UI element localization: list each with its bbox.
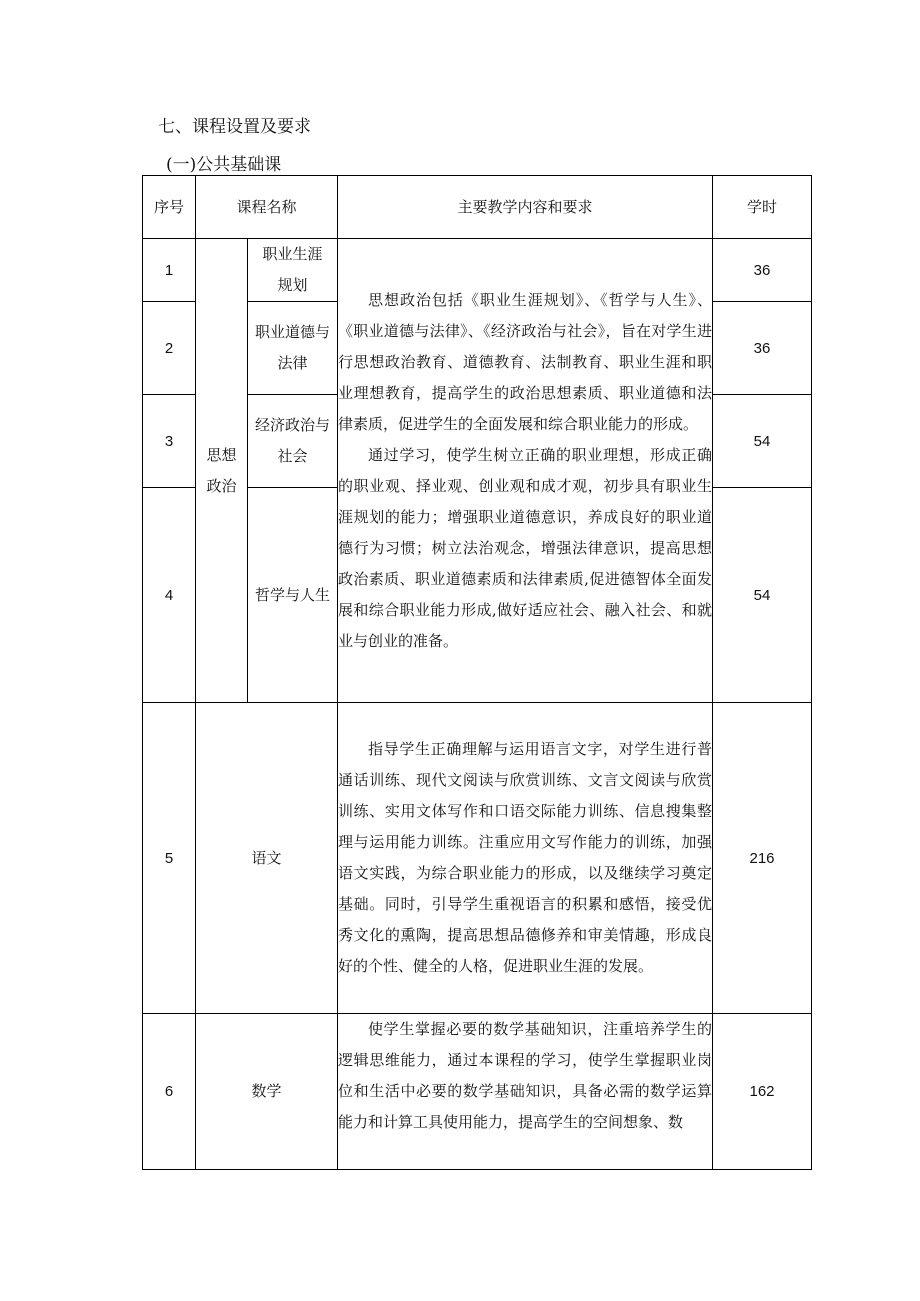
course-name: 语文	[196, 703, 338, 1014]
section-title: 七、课程设置及要求	[158, 117, 311, 137]
politics-content-paragraph: 通过学习，使学生树立正确的职业理想，形成正确的职业观、择业观、创业观和成才观，初步具有职业生涯规划的能力；增强职业道德意识，养成良好的职业道德行为习惯；树立法治观念，增强法律意识，提高思想政治素质、职业道德素质和法律素质,促进德智体全面发展和综合职业能力形成,做好适应社会、融入社会、和就业与创业的准备。	[338, 445, 713, 650]
politics-content-paragraph: 思想政治包括《职业生涯规划》、《哲学与人生》、《职业道德与法律》、《经济政治与社会》，旨在对学生进行思想政治教育、道德教育、法制教育、职业生涯和职业理想教育，提高学生的政治思想素质、职业道德和法律素质，促进学生的全面发展和综合职业能力的形成。	[338, 290, 713, 433]
header-seq: 序号	[143, 176, 196, 239]
course-name: 经济政治与 社会	[248, 395, 338, 488]
header-hours: 学时	[713, 176, 812, 239]
group-name-politics: 思想 政治	[196, 239, 248, 703]
row-seq: 5	[143, 703, 196, 1014]
course-hours: 54	[713, 488, 812, 703]
table-row	[143, 1014, 812, 1170]
subsection-title: (一)公共基础课	[166, 155, 282, 175]
course-content-paragraph: 指导学生正确理解与运用语言文字，对学生进行普通话训练、现代文阅读与欣赏训练、文言文阅读与欣赏训练、实用文体写作和口语交际能力训练、信息搜集整理与运用能力训练。注重应用文写作能力的训练，加强语文实践，为综合职业能力的形成，以及继续学习奠定基础。同时，引导学生重视语言的积累和感悟，接受优秀文化的熏陶，提高思想品德修养和审美情趣，形成良好的个性、健全的人格，促进职业生涯的发展。	[338, 740, 713, 975]
course-hours: 36	[713, 239, 812, 302]
row-seq: 4	[143, 488, 196, 703]
table-row	[143, 239, 812, 302]
course-hours: 54	[713, 395, 812, 488]
table-header-row	[143, 176, 812, 239]
row-seq: 2	[143, 302, 196, 395]
course-hours: 36	[713, 302, 812, 395]
table-row	[143, 703, 812, 1014]
header-content: 主要教学内容和要求	[338, 176, 713, 239]
course-content	[338, 1014, 713, 1170]
course-content-paragraph: 使学生掌握必要的数学基础知识，注重培养学生的逻辑思维能力，通过本课程的学习，使学生掌握职业岗位和生活中必要的数学基础知识，具备必需的数学运算能力和计算工具使用能力，提高学生的空间想象、数	[338, 1020, 713, 1131]
row-seq: 1	[143, 239, 196, 302]
row-seq: 6	[143, 1014, 196, 1170]
course-table	[142, 175, 812, 1170]
course-hours: 162	[713, 1014, 812, 1170]
header-course-name: 课程名称	[196, 176, 338, 239]
course-name: 数学	[196, 1014, 338, 1170]
course-content	[338, 703, 713, 1014]
row-seq: 3	[143, 395, 196, 488]
course-name: 哲学与人生	[248, 488, 338, 703]
politics-content	[338, 239, 713, 703]
course-hours: 216	[713, 703, 812, 1014]
course-name: 职业道德与 法律	[248, 302, 338, 395]
course-name: 职业生涯 规划	[248, 239, 338, 302]
